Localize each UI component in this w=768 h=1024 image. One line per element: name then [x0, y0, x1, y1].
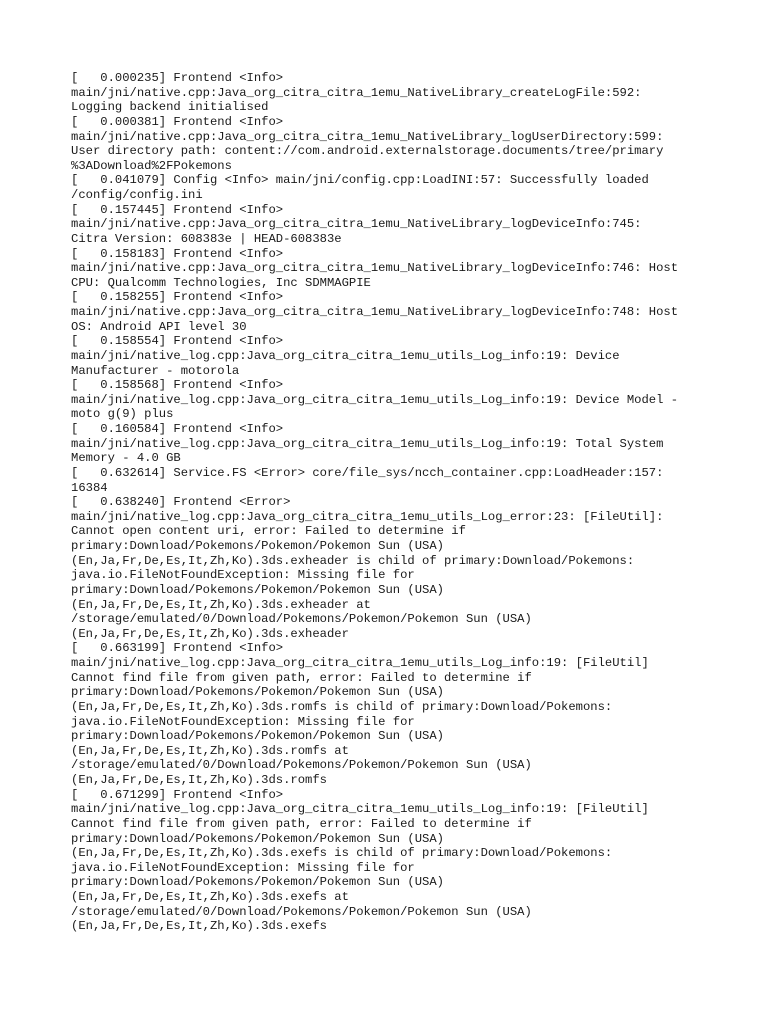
log-line: main/jni/native_log.cpp:Java_org_citra_citra_1emu_utils_Log_info:19: Total System — [71, 436, 664, 451]
log-line: CPU: Qualcomm Technologies, Inc SDMMAGPIE — [71, 275, 371, 290]
log-line: (En,Ja,Fr,De,Es,It,Zh,Ko).3ds.exefs at — [71, 890, 349, 904]
log-line: main/jni/native_log.cpp:Java_org_citra_citra_1emu_utils_Log_info:19: Device — [71, 348, 620, 363]
log-line: [ 0.663199] Frontend <Info> — [71, 641, 284, 656]
log-line: main/jni/native.cpp:Java_org_citra_citra_1emu_NativeLibrary_logDeviceInfo:748: Host — [71, 305, 679, 319]
log-line: [ 0.671299] Frontend <Info> — [71, 787, 284, 802]
log-line: %3ADownload%2FPokemons — [71, 158, 232, 173]
log-line: [ 0.158554] Frontend <Info> — [71, 334, 284, 349]
log-line: java.io.FileNotFoundException: Missing file for — [71, 714, 415, 729]
log-line: main/jni/native_log.cpp:Java_org_citra_citra_1emu_utils_Log_info:19: [FileUtil] — [71, 802, 649, 817]
log-line: main/jni/native.cpp:Java_org_citra_citra_1emu_NativeLibrary_logUserDirectory:599: — [71, 129, 664, 144]
log-line: User directory path: content://com.android.externalstorage.documents/tree/primary — [71, 144, 664, 159]
log-line: main/jni/native_log.cpp:Java_org_citra_citra_1emu_utils_Log_error:23: [FileUtil]: — [71, 509, 664, 524]
log-line: /storage/emulated/0/Download/Pokemons/Pokemon/Pokemon Sun (USA) — [71, 904, 532, 919]
log-line: main/jni/native_log.cpp:Java_org_citra_citra_1emu_utils_Log_info:19: Device Model - — [71, 392, 679, 407]
log-line: main/jni/native_log.cpp:Java_org_citra_citra_1emu_utils_Log_info:19: [FileUtil] — [71, 656, 649, 670]
log-line: [ 0.158255] Frontend <Info> — [71, 290, 284, 305]
log-line: (En,Ja,Fr,De,Es,It,Zh,Ko).3ds.exefs — [71, 919, 327, 934]
log-line: java.io.FileNotFoundException: Missing file for — [71, 568, 415, 583]
log-line: [ 0.158183] Frontend <Info> — [71, 246, 284, 261]
log-line: OS: Android API level 30 — [71, 319, 247, 334]
log-line: (En,Ja,Fr,De,Es,It,Zh,Ko).3ds.exefs is child of primary:Download/Pokemons: — [71, 846, 613, 861]
log-line: [ 0.000381] Frontend <Info> — [71, 114, 284, 129]
log-line: /storage/emulated/0/Download/Pokemons/Pokemon/Pokemon Sun (USA) — [71, 758, 532, 773]
log-line: Manufacturer - motorola — [71, 363, 240, 378]
log-line: primary:Download/Pokemons/Pokemon/Pokemon Sun (USA) — [71, 539, 444, 553]
log-line: 16384 — [71, 480, 108, 495]
log-line: [ 0.000235] Frontend <Info> — [71, 71, 284, 85]
log-line: [ 0.158568] Frontend <Info> — [71, 378, 284, 393]
log-line: [ 0.632614] Service.FS <Error> core/file_sys/ncch_container.cpp:LoadHeader:157: — [71, 465, 664, 480]
log-line: main/jni/native.cpp:Java_org_citra_citra_1emu_NativeLibrary_logDeviceInfo:745: — [71, 217, 642, 232]
log-line: [ 0.638240] Frontend <Error> — [71, 495, 291, 510]
log-text-area — [71, 71, 711, 934]
log-line: (En,Ja,Fr,De,Es,It,Zh,Ko).3ds.romfs is child of primary:Download/Pokemons: — [71, 699, 613, 714]
log-line: Logging backend initialised — [71, 100, 269, 115]
log-line: java.io.FileNotFoundException: Missing file for — [71, 860, 415, 875]
log-line: Citra Version: 608383e | HEAD-608383e — [71, 231, 342, 246]
log-line: /storage/emulated/0/Download/Pokemons/Pokemon/Pokemon Sun (USA) — [71, 612, 532, 627]
log-line: moto g(9) plus — [71, 407, 174, 422]
log-line: primary:Download/Pokemons/Pokemon/Pokemon Sun (USA) — [71, 582, 444, 597]
log-line: primary:Download/Pokemons/Pokemon/Pokemon Sun (USA) — [71, 729, 444, 744]
log-line: Cannot find file from given path, error: Failed to determine if — [71, 670, 532, 685]
log-line: primary:Download/Pokemons/Pokemon/Pokemon Sun (USA) — [71, 685, 444, 700]
log-line: Memory - 4.0 GB — [71, 451, 181, 466]
log-line: Cannot open content uri, error: Failed to determine if — [71, 524, 466, 539]
log-line: primary:Download/Pokemons/Pokemon/Pokemon Sun (USA) — [71, 831, 444, 846]
log-line: [ 0.160584] Frontend <Info> — [71, 422, 284, 436]
log-line: (En,Ja,Fr,De,Es,It,Zh,Ko).3ds.romfs at — [71, 743, 349, 758]
log-line: primary:Download/Pokemons/Pokemon/Pokemon Sun (USA) — [71, 875, 444, 890]
log-line: (En,Ja,Fr,De,Es,It,Zh,Ko).3ds.exheader — [71, 626, 349, 641]
log-line: main/jni/native.cpp:Java_org_citra_citra_1emu_NativeLibrary_logDeviceInfo:746: Host — [71, 261, 679, 276]
log-line: (En,Ja,Fr,De,Es,It,Zh,Ko).3ds.exheader is child of primary:Download/Pokemons: — [71, 553, 635, 568]
log-line: main/jni/native.cpp:Java_org_citra_citra_1emu_NativeLibrary_createLogFile:592: — [71, 85, 642, 100]
log-line: (En,Ja,Fr,De,Es,It,Zh,Ko).3ds.romfs — [71, 773, 327, 787]
log-line: [ 0.041079] Config <Info> main/jni/config.cpp:LoadINI:57: Successfully loaded — [71, 173, 649, 188]
log-line: (En,Ja,Fr,De,Es,It,Zh,Ko).3ds.exheader at — [71, 597, 371, 612]
log-line: /config/config.ini — [71, 188, 203, 202]
log-line: [ 0.157445] Frontend <Info> — [71, 202, 284, 217]
log-line: Cannot find file from given path, error: Failed to determine if — [71, 816, 532, 831]
